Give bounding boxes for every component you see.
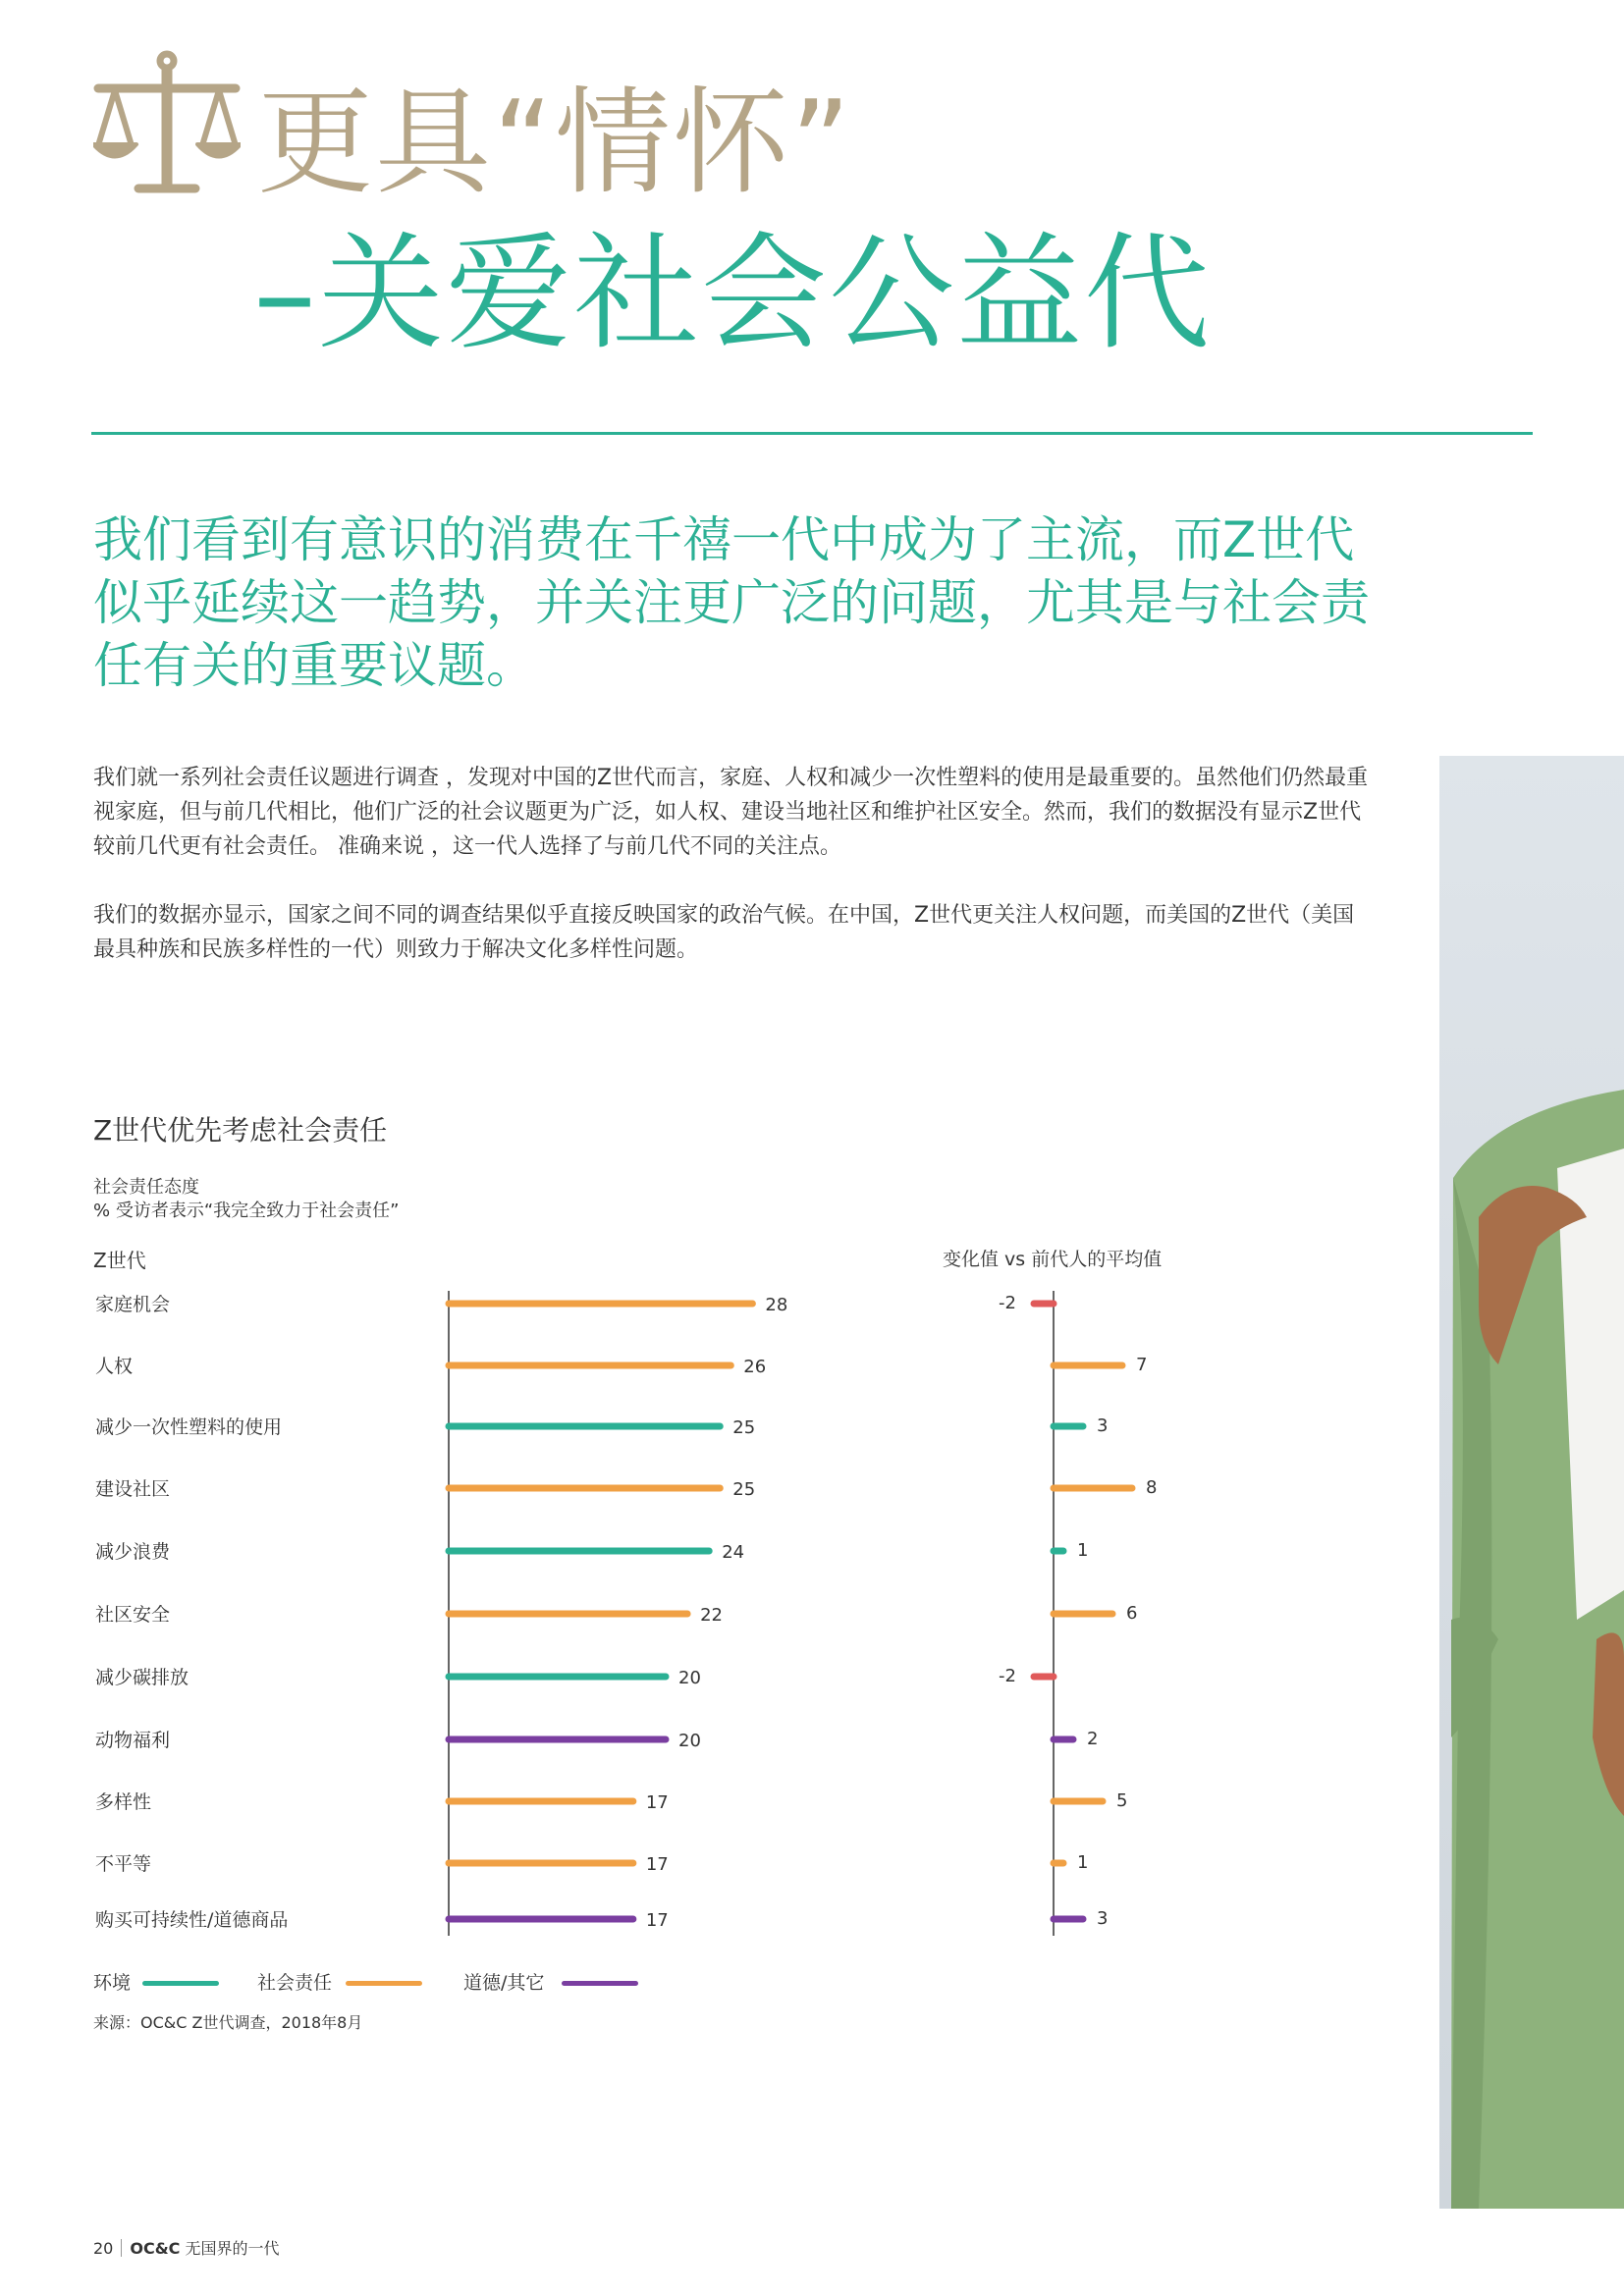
category-label: 家庭机会: [95, 1294, 171, 1315]
change-value-label: 5: [1116, 1790, 1128, 1811]
category-label: 动物福利: [95, 1730, 171, 1751]
bar-value-label: 25: [732, 1417, 756, 1438]
chart-subtitle-2: % 受访者表示“我完全致力于社会责任”: [93, 1201, 400, 1221]
category-label: 减少浪费: [95, 1541, 171, 1563]
bar-value-label: 22: [700, 1605, 724, 1626]
legend-label-ethics: 道德/其它: [463, 1972, 545, 1994]
bar-value-label: 24: [722, 1542, 745, 1563]
legend-label-environment: 环境: [93, 1972, 132, 1994]
change-value-label: -2: [999, 1666, 1016, 1686]
chart-subtitle-1: 社会责任态度: [93, 1177, 199, 1198]
category-label: 社区安全: [95, 1604, 171, 1626]
bar-value-label: 17: [645, 1854, 669, 1875]
footer-separator: [121, 2239, 122, 2257]
page-title-line1: 更具“情怀”: [257, 75, 853, 210]
change-value-label: -2: [999, 1293, 1016, 1313]
chart-title: Z世代优先考虑社会责任: [93, 1114, 388, 1147]
chart-left-header: Z世代: [93, 1249, 146, 1272]
legend-swatch-ethics: [562, 1981, 638, 1986]
page-footer: [93, 2236, 280, 2259]
category-label: 减少碳排放: [95, 1667, 189, 1688]
bar-value-label: 26: [743, 1357, 767, 1377]
change-value-label: 1: [1077, 1852, 1089, 1873]
category-label: 建设社区: [95, 1478, 171, 1500]
legend-swatch-social: [346, 1981, 422, 1986]
chart-source: 来源：OC&C Z世代调查，2018年8月: [93, 2013, 363, 2032]
bar-value-label: 17: [645, 1910, 669, 1931]
category-label: 多样性: [95, 1791, 152, 1813]
change-value-label: 1: [1077, 1540, 1089, 1561]
legend-label-social: 社会责任: [257, 1972, 333, 1994]
change-value-label: 2: [1087, 1729, 1099, 1749]
bar-value-label: 17: [645, 1792, 669, 1813]
footer-brand: OC&C: [130, 2239, 181, 2258]
body-paragraph-2: 我们的数据亦显示，国家之间不同的调查结果似乎直接反映国家的政治气候。在中国，Z世代更关注人权问题，而美国的Z世代（美国最具种族和民族多样性的一代）则致力于解决文化多样性问题。: [93, 903, 1355, 962]
change-value-label: 8: [1146, 1477, 1158, 1498]
footer-publication: 无国界的一代: [185, 2239, 280, 2258]
bar-value-label: 20: [678, 1668, 701, 1688]
body-paragraph-1: 我们就一系列社会责任议题进行调查 ，发现对中国的Z世代而言，家庭、人权和减少一次性塑料的使用是最重要的。虽然他们仍然最重视家庭，但与前几代相比，他们广泛的社会议题更为广泛，如人权、建设当地社区和维护社区安全。然而，我们的数据没有显示Z世代较前几代更有社会责任。 准确来说 ，这一代人选择了与前几代不同的关注点。: [93, 766, 1369, 859]
category-label: 不平等: [95, 1853, 152, 1875]
legend-swatch-environment: [142, 1981, 219, 1986]
change-value-label: 6: [1126, 1603, 1138, 1624]
category-label: 人权: [95, 1356, 134, 1377]
bar-value-label: 28: [765, 1295, 788, 1315]
page-title-line2: –关爱社会公益代: [253, 221, 1213, 367]
change-value-label: 3: [1097, 1908, 1109, 1929]
chart-right-header: 变化值 vs 前代人的平均值: [943, 1249, 1163, 1270]
bar-value-label: 20: [678, 1731, 701, 1751]
bar-value-label: 25: [732, 1479, 756, 1500]
page-number: 20: [93, 2239, 114, 2258]
category-label: 减少一次性塑料的使用: [95, 1416, 283, 1438]
lead-paragraph: 我们看到有意识的消费在千禧一代中成为了主流，而Z世代似乎延续这一趋势，并关注更广泛的问题，尤其是与社会责任有关的重要议题。: [93, 511, 1370, 694]
change-value-label: 3: [1097, 1415, 1109, 1436]
change-value-label: 7: [1136, 1355, 1148, 1375]
category-label: 购买可持续性/道德商品: [95, 1909, 289, 1931]
